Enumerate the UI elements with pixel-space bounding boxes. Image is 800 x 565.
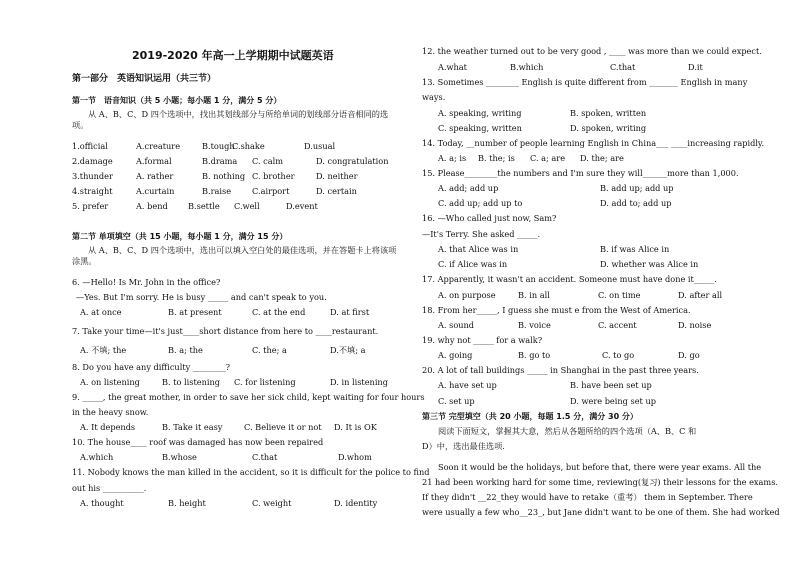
option-a: A. going: [438, 350, 473, 360]
question-9-stem: 9. _____, the great mother, in order to save her sick child, kept waiting for four hours: [72, 392, 425, 402]
option-a: A. on listening: [80, 377, 140, 387]
phonics-option-a: A.formal: [136, 156, 172, 166]
option-b: B. add up; add up: [600, 183, 674, 193]
section2-heading: 第二节 单项填空（共 15 小题，每小题 1 分，满分 15 分）: [72, 232, 288, 241]
option-c: C. to go: [602, 350, 635, 360]
part1-heading: 第一部分 英语知识运用（共三节）: [72, 74, 217, 84]
option-d: D. It is OK: [334, 422, 377, 432]
option-a: A. speaking, writing: [438, 108, 522, 118]
option-c: C.that: [610, 62, 636, 72]
option-c: C. Believe it or not: [244, 422, 322, 432]
option-d: D. the; are: [580, 153, 624, 163]
option-d: D. after all: [678, 290, 723, 300]
option-c: C. accent: [598, 320, 637, 330]
question-18-stem: 18. From her_____, I guess she must e from the West of America.: [422, 305, 691, 315]
phonics-option-b: B. nothing: [202, 171, 246, 181]
passage-line-2: 21 had been working hard for some time, reviewing(复习) their lessons for the exams.: [422, 477, 779, 487]
question-11-stem-2: out his __________.: [72, 483, 147, 493]
option-d: D.it: [688, 62, 703, 72]
option-a: A. that Alice was in: [438, 244, 519, 254]
option-a: A. 不填; the: [80, 345, 127, 355]
question-9-stem-2: in the heavy snow.: [72, 407, 149, 417]
option-c: C. if Alice was in: [438, 259, 508, 269]
section1-heading: 第一节 语音知识（共 5 小题；每小题 1 分，满分 5 分）: [72, 96, 282, 105]
phonics-option-b: B.settle: [188, 201, 220, 211]
option-a: A. on purpose: [438, 290, 496, 300]
option-a: A. a; is: [438, 153, 467, 163]
passage-line-4: were usually a few who__23_, but Jane didn't want to be one of them. She had worked: [422, 507, 780, 517]
option-d: D. add to; add up: [600, 198, 672, 208]
phonics-option-c: C. calm: [252, 156, 284, 166]
phonics-word: 2.damage: [72, 156, 113, 166]
option-a: A. sound: [438, 320, 475, 330]
option-b: B. a; the: [168, 345, 203, 355]
option-a: A. It depends: [80, 422, 136, 432]
phonics-option-a: A. rather: [136, 171, 174, 181]
phonics-word: 3.thunder: [72, 171, 113, 181]
option-d: D. go: [678, 350, 700, 360]
phonics-option-b: B.tough: [202, 141, 235, 151]
phonics-option-b: B.drama: [202, 156, 238, 166]
option-d: D.不填; a: [330, 345, 366, 355]
section3-instruction-2: D）中，选出最佳选项.: [422, 441, 505, 451]
question-13-stem: 13. Sometimes ________ English is quite different from _______ English in many: [422, 77, 748, 87]
option-c: C. on time: [598, 290, 641, 300]
question-10-stem: 10. The house____ roof was damaged has now been repaired: [72, 437, 324, 447]
section2-instruction: 从 A、B、C、D 四个选项中，选出可以填入空白处的最佳选项，并在答题卡上将该项涂黑。: [72, 245, 397, 266]
option-c: C. for listening: [234, 377, 296, 387]
question-11-stem: 11. Nobody knows the man killed in the accident, so it is difficult for the police to find: [72, 467, 430, 477]
phonics-option-d: D. certain: [316, 186, 357, 196]
section3-heading: 第三节 完型填空（共 20 小题，每题 1.5 分，满分 30 分）: [422, 412, 638, 421]
option-a: A. add; add up: [438, 183, 499, 193]
question-14-stem: 14. Today, __number of people learning English in China___ ____increasing rapidly.: [422, 138, 765, 148]
option-b: B. have been set up: [570, 380, 652, 390]
phonics-option-c: C.shake: [232, 141, 265, 151]
option-b: B. at present: [168, 307, 222, 317]
option-b: B. go to: [518, 350, 551, 360]
option-a: A. thought: [80, 498, 124, 508]
passage-line-3: If they didn't __22_they would have to retake（重考） them in September. There: [422, 492, 753, 502]
option-c: C. speaking, written: [438, 123, 522, 133]
phonics-word: 1.official: [72, 141, 108, 151]
phonics-option-b: B.raise: [202, 186, 232, 196]
question-20-stem: 20. A lot of tall buildings _____ in Shanghai in the past three years.: [422, 365, 699, 375]
option-a: A.what: [438, 62, 467, 72]
phonics-option-a: A.curtain: [136, 186, 175, 196]
phonics-option-c: C.airport: [252, 186, 290, 196]
option-a: A.which: [80, 452, 114, 462]
question-16-stem: 16. —Who called just now, Sam?: [422, 213, 557, 223]
option-c: C. set up: [438, 396, 475, 406]
question-13-stem-2: ways.: [422, 92, 446, 102]
question-8-stem: 8. Do you have any difficulty ________?: [72, 362, 230, 372]
question-6-stem-2: —Yes. But I'm sorry. He is busy _____ and can't speak to you.: [76, 292, 327, 302]
phonics-option-a: A.creature: [136, 141, 181, 151]
option-d: D. at first: [330, 307, 370, 317]
phonics-word: 4.straight: [72, 186, 113, 196]
option-d: D.whom: [338, 452, 372, 462]
question-7-stem: 7. Take your time—it's just____short distance from here to ____restaurant.: [72, 326, 379, 336]
option-b: B.whose: [162, 452, 197, 462]
option-c: C. a; are: [530, 153, 566, 163]
phonics-option-d: D.usual: [304, 141, 336, 151]
option-b: B. in all: [518, 290, 550, 300]
option-b: B. spoken, written: [570, 108, 647, 118]
option-d: D. were being set up: [570, 396, 656, 406]
section3-instruction: 阅读下面短文，掌握其大意，然后从各题所给的四个选项（A、B、C 和: [438, 426, 697, 436]
phonics-option-d: D. congratulation: [316, 156, 389, 166]
phonics-option-a: A. bend: [136, 201, 168, 211]
option-a: A. at once: [80, 307, 122, 317]
option-c: C.that: [252, 452, 278, 462]
question-16-stem-2: —It's Terry. She asked _____.: [422, 229, 541, 239]
option-b: B. if was Alice in: [600, 244, 670, 254]
question-12-stem: 12. the weather turned out to be very good , ____ was more than we could expect.: [422, 46, 762, 56]
question-17-stem: 17. Apparently, it wasn't an accident. Someone must have done it_____.: [422, 274, 717, 284]
question-15-stem: 15. Please________the numbers and I'm sure they will______more than 1,000.: [422, 168, 739, 178]
phonics-option-d: D. neither: [316, 171, 358, 181]
option-c: C. at the end: [252, 307, 306, 317]
phonics-option-c: C. brother: [252, 171, 295, 181]
section1-instruction: 从 A、B、C、D 四个选项中，找出其划线部分与所给单词的划线部分语音相同的选项。: [72, 109, 389, 130]
option-b: B. height: [168, 498, 206, 508]
option-b: B. Take it easy: [162, 422, 223, 432]
option-a: A. have set up: [438, 380, 497, 390]
option-d: D. noise: [678, 320, 712, 330]
option-b: B.which: [510, 62, 544, 72]
option-d: D. spoken, writing: [570, 123, 647, 133]
page-title: 2019-2020 年高一上学期期中试题英语: [132, 49, 334, 62]
phonics-option-c: C.well: [234, 201, 260, 211]
option-b: B. voice: [518, 320, 551, 330]
option-b: B. to listening: [162, 377, 221, 387]
option-d: D. in listening: [330, 377, 388, 387]
question-19-stem: 19. why not _____ for a walk?: [422, 335, 543, 345]
option-c: C. weight: [252, 498, 292, 508]
phonics-word: 5. prefer: [72, 201, 109, 211]
option-c: C. add up; add up to: [438, 198, 523, 208]
option-b: B. the; is: [478, 153, 515, 163]
option-d: D. identity: [334, 498, 378, 508]
phonics-option-d: D.event: [286, 201, 318, 211]
option-d: D. whether was Alice in: [600, 259, 699, 269]
question-6-stem: 6. —Hello! Is Mr. John in the office?: [72, 277, 221, 287]
option-c: C. the; a: [252, 345, 287, 355]
passage-line-1: Soon it would be the holidays, but before that, there were year exams. All the: [438, 462, 762, 472]
